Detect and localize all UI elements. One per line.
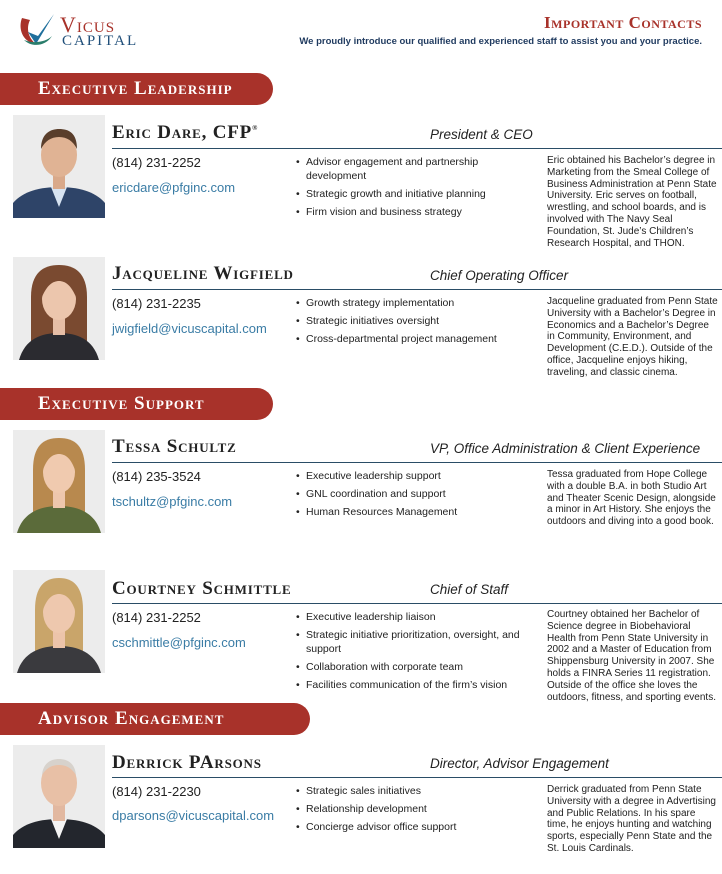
duty-item: • Collaboration with corporate team xyxy=(296,660,524,674)
contact-name: Jacqueline Wigfield xyxy=(112,263,294,284)
duty-item: • Cross-departmental project management xyxy=(296,332,524,346)
portrait-photo xyxy=(13,745,105,848)
duty-item: • Concierge advisor office support xyxy=(296,820,524,834)
contact-phone: (814) 235-3524 xyxy=(112,469,201,484)
contact-role: Director, Advisor Engagement xyxy=(430,756,609,771)
registered-mark: ® xyxy=(252,124,258,132)
duties-list xyxy=(296,155,524,223)
person-portrait-icon xyxy=(13,257,105,360)
contact-role: VP, Office Administration & Client Experience xyxy=(430,441,701,456)
duties-list xyxy=(296,610,524,696)
page-title: Important Contacts xyxy=(544,13,702,32)
contact-email-link[interactable]: tschultz@pfginc.com xyxy=(112,494,233,509)
duty-item: • Executive leadership liaison xyxy=(296,610,524,624)
section-banner-executive-leadership: Executive Leadership xyxy=(0,73,273,105)
person-portrait-icon xyxy=(13,115,105,218)
duty-item: • Strategic growth and initiative planning xyxy=(296,187,524,201)
contact-email-link[interactable]: ericdare@pfginc.com xyxy=(112,180,236,195)
duty-item: • Strategic initiatives oversight xyxy=(296,314,524,328)
contact-phone: (814) 231-2252 xyxy=(112,155,201,170)
duty-item: • GNL coordination and support xyxy=(296,487,524,501)
duty-item: • Firm vision and business strategy xyxy=(296,205,524,219)
contact-name: Eric Dare, CFP® xyxy=(112,122,258,143)
duty-item: • Growth strategy implementation xyxy=(296,296,524,310)
portrait-photo xyxy=(13,115,105,218)
duty-item: • Facilities communication of the firm’s vision xyxy=(296,678,524,692)
contact-phone: (814) 231-2235 xyxy=(112,296,201,311)
contact-email-link[interactable]: jwigfield@vicuscapital.com xyxy=(112,321,267,336)
person-portrait-icon xyxy=(13,570,105,673)
divider xyxy=(112,603,722,604)
duties-list xyxy=(296,469,524,523)
duty-item: • Strategic initiative prioritization, oversight, and support xyxy=(296,628,524,656)
logo-subtitle: CAPITAL xyxy=(62,33,139,49)
contact-name: Tessa Schultz xyxy=(112,436,237,457)
contact-name: Derrick PArsons xyxy=(112,752,262,773)
page-tagline: We proudly introduce our qualified and experienced staff to assist you and your practice. xyxy=(299,36,702,47)
portrait-photo xyxy=(13,570,105,673)
contact-name: Courtney Schmittle xyxy=(112,578,292,599)
duty-item: • Human Resources Management xyxy=(296,505,524,519)
company-logo xyxy=(16,10,139,50)
contact-bio: Courtney obtained her Bachelor of Science degree in Biobehavioral Health from Penn State University in 2002 and a Master of Education from Shippensburg University in 2007. She holds a FINRA Series 11 registration. Outside of the office she loves the outdoors, fitness, and sporting events. xyxy=(547,609,716,703)
duty-item: • Executive leadership support xyxy=(296,469,524,483)
duty-item: • Relationship development xyxy=(296,802,524,816)
duties-list xyxy=(296,784,524,838)
person-portrait-icon xyxy=(13,430,105,533)
contact-phone: (814) 231-2252 xyxy=(112,610,201,625)
contact-role: President & CEO xyxy=(430,127,533,142)
divider xyxy=(112,148,722,149)
contact-role: Chief of Staff xyxy=(430,582,509,597)
portrait-photo xyxy=(13,257,105,360)
duty-item: • Advisor engagement and partnership development xyxy=(296,155,524,183)
divider xyxy=(112,777,722,778)
contact-bio: Derrick graduated from Penn State University with a degree in Advertising and Public Relations. In his spare time, he enjoys hunting and watching sports, especially Penn State and the St. Louis Cardinals. xyxy=(547,784,716,854)
contact-role: Chief Operating Officer xyxy=(430,268,569,283)
contact-email-link[interactable]: dparsons@vicuscapital.com xyxy=(112,808,275,823)
divider xyxy=(112,289,722,290)
logo-mark-icon xyxy=(16,10,60,50)
section-banner-advisor-engagement: Advisor Engagement xyxy=(0,703,310,735)
divider xyxy=(112,462,722,463)
contact-bio: Tessa graduated from Hope College with a double B.A. in both Studio Art and Theater Scenic Design, alongside a minor in Art History. She enjoys the outdoors and diving into a good book. xyxy=(547,469,716,528)
duties-list xyxy=(296,296,524,350)
portrait-photo xyxy=(13,430,105,533)
contact-phone: (814) 231-2230 xyxy=(112,784,201,799)
contact-bio: Jacqueline graduated from Penn State University with a Bachelor’s Degree in Economics and a Bachelor’s Degree in Community, Environment, and Development (C.E.D.). Outside of the office, Jacqueline enjoys hiking, traveling, and classic cinema. xyxy=(547,296,718,378)
person-portrait-icon xyxy=(13,745,105,848)
contact-bio: Eric obtained his Bachelor’s degree in Marketing from the Smeal College of Business Administration at Penn State University. Eric serves on football, wrestling, and school boards, and is involved with The Navy Seal Foundation, St. Jude’s Children’s Research Hospital, and THON. xyxy=(547,155,717,249)
contact-email-link[interactable]: cschmittle@pfginc.com xyxy=(112,635,246,650)
duty-item: • Strategic sales initiatives xyxy=(296,784,524,798)
logo-name: Vicus xyxy=(60,12,116,37)
section-banner-executive-support: Executive Support xyxy=(0,388,273,420)
